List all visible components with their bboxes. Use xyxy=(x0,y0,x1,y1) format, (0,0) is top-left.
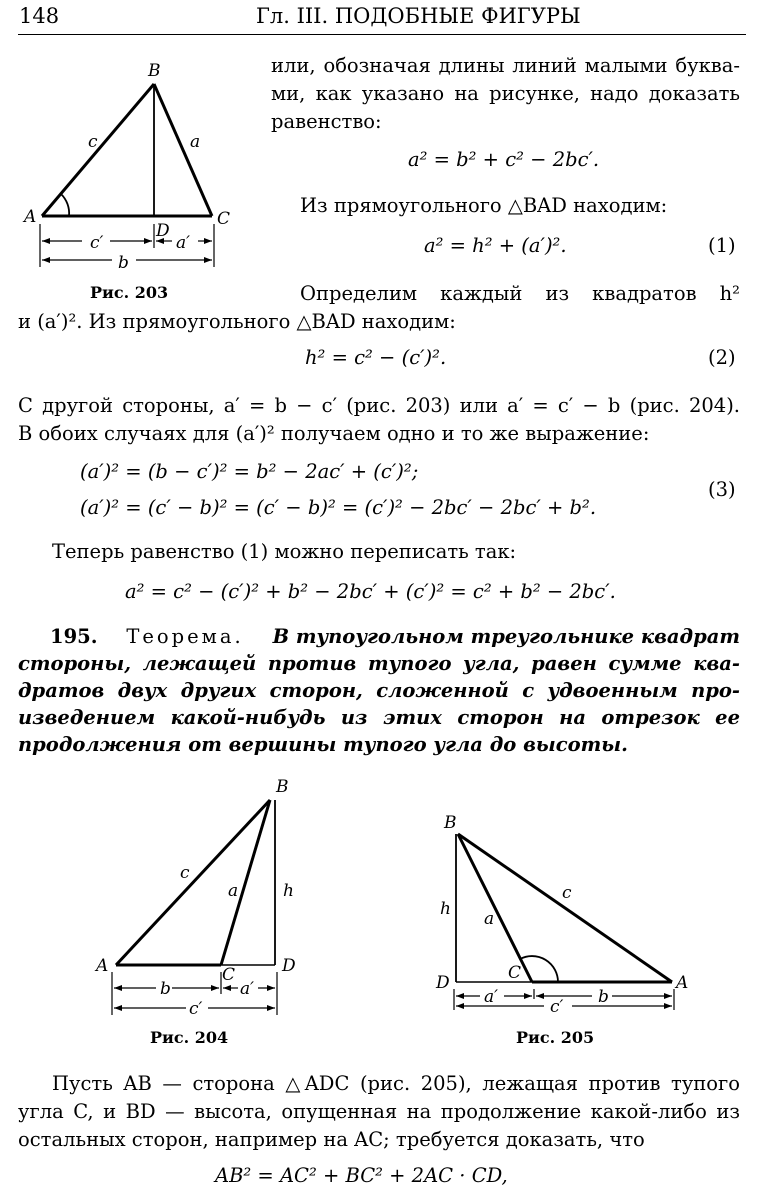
fig204-label-A: A xyxy=(96,956,109,976)
fig203-label-a: a xyxy=(190,132,201,152)
theorem-line-3: дратов двух других сторон, сложенной с удвоенным про- xyxy=(18,679,740,702)
fig205-caption: Рис. 205 xyxy=(516,1028,595,1047)
fig203-side-c xyxy=(42,84,154,216)
fig203-side-a xyxy=(154,84,212,216)
equation-2: h² = c² − (c′)². xyxy=(305,346,447,369)
fig203-angle-arc xyxy=(61,194,69,216)
fig204-label-c: c xyxy=(180,863,190,883)
equation-final: a² = c² − (c′)² + b² − 2bc′ + (c′)² = c² + b² − 2bc′. xyxy=(125,580,616,603)
fig205-label-c-prime: c′ xyxy=(550,997,564,1017)
fig203-label-B: B xyxy=(148,61,161,81)
equation-2-number: (2) xyxy=(708,346,736,369)
fig205-label-A: A xyxy=(676,973,689,993)
fig204-label-c-prime: c′ xyxy=(189,999,203,1019)
fig204-label-a: a xyxy=(228,881,239,901)
fig203-label-a-prime: a′ xyxy=(176,233,190,253)
fig204-caption: Рис. 204 xyxy=(150,1028,229,1047)
from-bad-line: Из прямоугольного △BAD находим: xyxy=(300,194,668,217)
fig203-label-D: D xyxy=(156,221,170,241)
equation-3b: (a′)² = (c′ − b)² = (c′ − b)² = (c′)² − 2bc′ − 2bc′ + b². xyxy=(80,496,597,519)
intro-line-3: равенство: xyxy=(271,110,382,133)
fig204-label-a-prime: a′ xyxy=(240,979,254,999)
theorem-first-line xyxy=(50,623,740,650)
equation-3-number: (3) xyxy=(708,478,736,501)
figure-204 xyxy=(88,772,318,1022)
determine-line-2: и (a′)². Из прямоугольного △BAD находим: xyxy=(18,310,456,333)
fig205-label-h: h xyxy=(440,899,451,919)
equation-1: a² = h² + (a′)². xyxy=(424,234,567,257)
equation-main: a² = b² + c² − 2bc′. xyxy=(408,148,600,171)
fig205-label-c: c xyxy=(562,883,572,903)
theorem-word: Теорема. xyxy=(126,625,244,648)
theorem-line-4: изведением какой-нибудь из этих сторон на отрезок ее xyxy=(18,706,740,729)
other-side-line-1: С другой стороны, a′ = b − c′ (рис. 203) или a′ = c′ − b (рис. 204). xyxy=(18,394,740,417)
fig203-label-A: A xyxy=(24,207,37,227)
fig203-label-c: c xyxy=(88,132,98,152)
fig205-label-a: a xyxy=(484,909,495,929)
determine-line: Определим каждый из квадратов h² xyxy=(300,282,740,305)
fig203-label-C: C xyxy=(217,209,231,229)
let-line-3: остальных сторон, например на AC; требуется доказать, что xyxy=(18,1128,645,1151)
theorem-number: 195. xyxy=(50,625,98,648)
fig204-label-D: D xyxy=(282,956,296,976)
fig204-label-b: b xyxy=(160,979,171,999)
fig205-side-c xyxy=(458,834,672,982)
theorem-line-2: стороны, лежащей против тупого угла, равен сумме ква- xyxy=(18,652,740,675)
fig205-label-D: D xyxy=(436,973,450,993)
fig204-label-h: h xyxy=(283,881,294,901)
page-number: 148 xyxy=(19,4,60,28)
now-rewrite-line: Теперь равенство (1) можно переписать так: xyxy=(52,540,517,563)
fig204-label-B: B xyxy=(276,777,289,797)
equation-3a: (a′)² = (b − c′)² = b² − 2ac′ + (c′)²; xyxy=(80,460,419,483)
intro-line-1: или, обозначая длины линий малыми буква- xyxy=(271,54,740,77)
header-rule xyxy=(18,34,746,35)
intro-line-2: ми, как указано на рисунке, надо доказать xyxy=(271,82,740,105)
figure-205 xyxy=(424,806,694,1020)
let-line-1: Пусть AB — сторона △ADC (рис. 205), лежащая против тупого xyxy=(52,1072,740,1095)
equation-last: AB² = AC² + BC² + 2AC · CD, xyxy=(215,1164,508,1187)
theorem-line-5: продолжения от вершины тупого угла до высоты. xyxy=(18,733,628,756)
running-title: Гл. III. ПОДОБНЫЕ ФИГУРЫ xyxy=(256,4,581,28)
equation-1-number: (1) xyxy=(708,234,736,257)
theorem-line-1: В тупоугольном треугольнике квадрат xyxy=(272,625,740,648)
let-line-2: угла C, и BD — высота, опущенная на продолжение какой-либо из xyxy=(18,1100,740,1123)
figure-203 xyxy=(14,52,254,282)
fig205-side-a xyxy=(458,834,532,982)
fig205-label-B: B xyxy=(444,813,457,833)
fig205-label-b: b xyxy=(598,987,609,1007)
fig204-label-C: C xyxy=(222,965,236,985)
fig203-caption: Рис. 203 xyxy=(90,283,169,302)
fig205-label-C: C xyxy=(508,963,522,983)
fig203-label-c-prime: c′ xyxy=(90,233,104,253)
other-side-line-2: В обоих случаях для (a′)² получаем одно и то же выражение: xyxy=(18,422,650,445)
fig203-label-b: b xyxy=(118,253,129,273)
fig205-label-a-prime: a′ xyxy=(484,987,498,1007)
